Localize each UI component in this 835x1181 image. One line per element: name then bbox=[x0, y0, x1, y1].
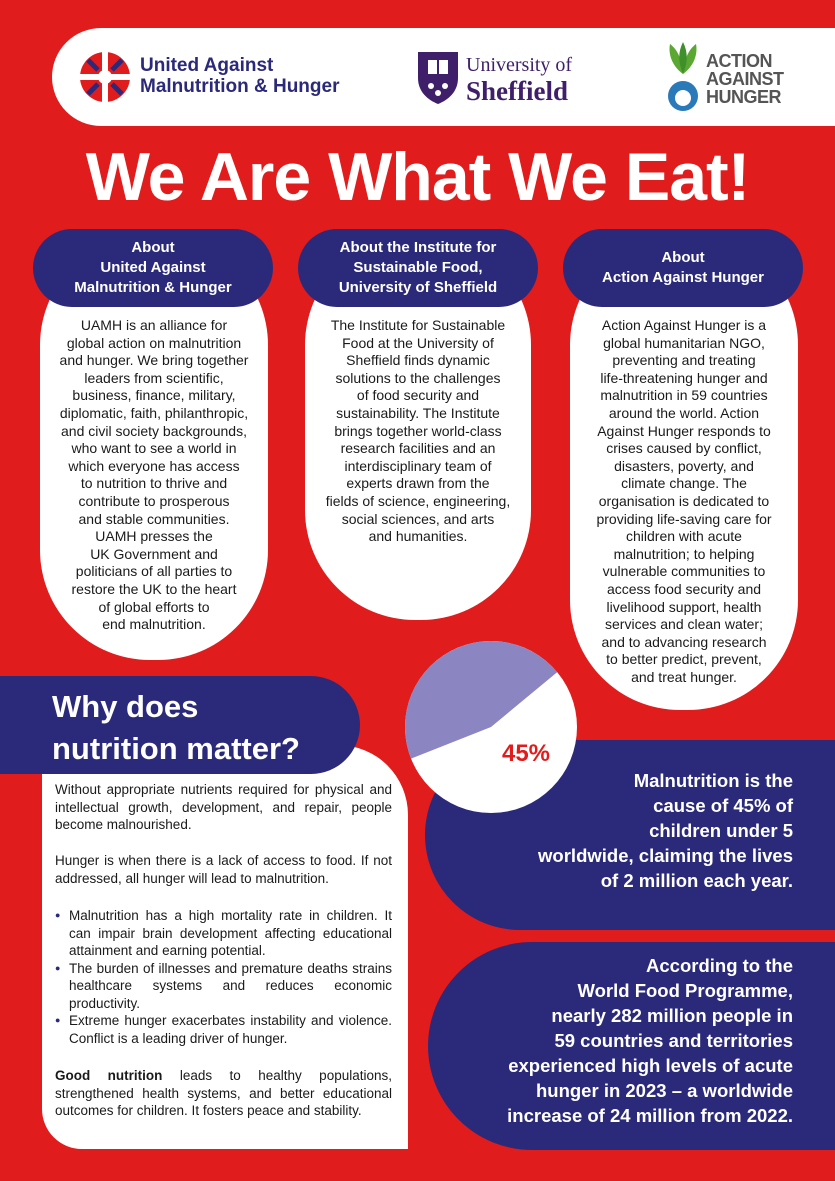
body-line: providing life-saving care for bbox=[596, 510, 772, 527]
body-line: Action Against Hunger is a bbox=[601, 317, 767, 333]
logo-bar bbox=[52, 28, 835, 126]
body-line: malnutrition; to helping bbox=[613, 545, 755, 562]
body-line: who want to see a world in bbox=[71, 440, 237, 457]
stat-line: worldwide, claiming the lives bbox=[538, 845, 793, 866]
body-line: fields of science, engineering, bbox=[325, 492, 511, 509]
body-line: and to advancing research bbox=[601, 633, 767, 650]
stat-line: increase of 24 million from 2022. bbox=[507, 1105, 793, 1126]
about-sheffield-header-line: About the Institute for bbox=[339, 239, 497, 256]
stat-line: Malnutrition is the bbox=[633, 770, 793, 791]
body-line: business, finance, military, bbox=[72, 387, 236, 404]
body-line: and treat hunger. bbox=[631, 668, 737, 685]
body-line: global humanitarian NGO, bbox=[603, 334, 765, 351]
body-line: vulnerable communities to bbox=[602, 563, 766, 580]
why-nutrition-heading bbox=[52, 686, 300, 770]
body-line: solutions to the challenges bbox=[335, 369, 501, 386]
body-line: malnutrition in 59 countries bbox=[600, 387, 768, 404]
about-uamh-header-line: United Against bbox=[100, 259, 206, 276]
why-paragraph-2: Hunger is when there is a lack of access to food. If not addressed, all hunger will lead to malnutrition. bbox=[55, 853, 392, 886]
body-line: restore the UK to the heart bbox=[71, 580, 237, 597]
about-sheffield-header-line: University of Sheffield bbox=[338, 279, 498, 296]
body-line: services and clean water; bbox=[605, 616, 763, 633]
sheffield-line1: University of bbox=[466, 54, 573, 76]
body-line: preventing and treating bbox=[612, 352, 756, 369]
aah-logo-text bbox=[706, 52, 784, 106]
uamh-logo-text bbox=[140, 55, 339, 97]
body-line: global action on malnutrition bbox=[66, 334, 242, 351]
page-title: We Are What We Eat! bbox=[85, 139, 750, 215]
body-line: and hunger. We bring together bbox=[59, 352, 249, 369]
body-line: leaders from scientific, bbox=[84, 369, 224, 386]
sheffield-line2: Sheffield bbox=[466, 76, 569, 106]
stat-line: nearly 282 million people in bbox=[551, 1005, 793, 1026]
body-line: Against Hunger responds to bbox=[597, 422, 771, 439]
why-bullet-item: ● Extreme hunger exacerbates instability and violence. Conflict is a leading driver of hunger. bbox=[55, 1012, 392, 1047]
aah-logo-icon bbox=[662, 40, 704, 114]
about-aah-body bbox=[570, 317, 798, 686]
stat-line: According to the bbox=[646, 955, 793, 976]
malnutrition-pie-chart bbox=[404, 640, 578, 814]
uamh-line1: United Against bbox=[140, 55, 274, 76]
why-nutrition-banner bbox=[0, 676, 360, 774]
body-line: and humanities. bbox=[368, 528, 468, 545]
body-line: livelihood support, health bbox=[606, 598, 762, 615]
body-line: of food security and bbox=[356, 387, 480, 404]
body-line: research facilities and an bbox=[340, 440, 496, 457]
about-uamh-header-line: Malnutrition & Hunger bbox=[74, 279, 232, 296]
why-closing-paragraph bbox=[55, 1067, 392, 1120]
stat-line: experienced high levels of acute bbox=[508, 1055, 793, 1076]
body-line: which everyone has access bbox=[68, 457, 240, 474]
why-bullet-item: ● The burden of illnesses and premature deaths strains healthcare systems and reduces economic productivity. bbox=[55, 960, 392, 1013]
about-sheffield-header-line: Sustainable Food, bbox=[353, 259, 483, 276]
uamh-line2: Malnutrition & Hunger bbox=[140, 76, 340, 97]
university-crest-icon bbox=[416, 48, 460, 106]
about-uamh-header-line: About bbox=[131, 239, 175, 256]
stat-line: 59 countries and territories bbox=[554, 1030, 793, 1051]
sheffield-logo-text bbox=[466, 52, 572, 104]
body-line: politicians of all parties to bbox=[75, 563, 233, 580]
stat-line: World Food Programme, bbox=[577, 980, 793, 1001]
about-uamh-body bbox=[40, 317, 268, 634]
pie-percentage-label: 45% bbox=[501, 740, 551, 767]
stat-line: children under 5 bbox=[649, 820, 793, 841]
why-closing-rest: leads to healthy populations, strengthened health systems, and better educational outcomes for children. It fosters peace and stability. bbox=[55, 1068, 392, 1118]
body-line: crises caused by conflict, bbox=[606, 440, 762, 457]
body-line: of global efforts to bbox=[98, 598, 210, 615]
why-bullet-item: ● Malnutrition has a high mortality rate in children. It can impair brain development affecting educational attainment and earning potential. bbox=[55, 907, 392, 960]
why-heading-line2: nutrition matter? bbox=[52, 731, 300, 766]
aah-line3: HUNGER bbox=[706, 87, 782, 107]
body-line: experts drawn from the bbox=[346, 475, 490, 492]
why-bullet-list bbox=[55, 907, 392, 1047]
uamh-logo-icon bbox=[78, 50, 132, 104]
aah-line2: AGAINST bbox=[706, 69, 784, 89]
body-line: Food at the University of bbox=[342, 334, 494, 351]
body-line: to nutrition to thrive and bbox=[80, 475, 228, 492]
body-line: children with acute bbox=[626, 528, 742, 545]
body-line: diplomatic, faith, philanthropic, bbox=[59, 404, 249, 421]
body-line: life-threatening hunger and bbox=[600, 369, 768, 386]
stat-line: hunger in 2023 – a worldwide bbox=[535, 1080, 793, 1101]
why-paragraph-1: Without appropriate nutrients required for physical and intellectual growth, development, and repair, people become malnourished. bbox=[55, 782, 392, 832]
why-heading-line1: Why does bbox=[52, 689, 199, 724]
body-line: end malnutrition. bbox=[102, 616, 206, 633]
body-line: access food security and bbox=[606, 580, 762, 597]
body-line: The Institute for Sustainable bbox=[330, 317, 506, 333]
body-line: brings together world-class bbox=[334, 422, 502, 439]
body-line: UAMH presses the bbox=[95, 528, 213, 545]
about-sheffield-body bbox=[305, 317, 531, 546]
stat-line: of 2 million each year. bbox=[600, 870, 793, 891]
body-line: social sciences, and arts bbox=[341, 510, 495, 527]
about-aah-header-line: About bbox=[661, 249, 705, 266]
body-line: organisation is dedicated to bbox=[598, 492, 770, 509]
about-aah-header bbox=[563, 229, 803, 307]
stat-wfp-text bbox=[507, 953, 793, 1128]
body-line: to better predict, prevent, bbox=[606, 651, 762, 668]
about-sheffield-header bbox=[298, 229, 538, 307]
body-line: around the world. Action bbox=[608, 404, 760, 421]
about-aah-header-line: Action Against Hunger bbox=[602, 269, 764, 286]
body-line: and civil society backgrounds, bbox=[61, 422, 247, 439]
body-line: contribute to prosperous bbox=[78, 492, 230, 509]
stat-wfp-panel bbox=[428, 942, 835, 1150]
body-line: interdisciplinary team of bbox=[344, 457, 492, 474]
body-line: climate change. The bbox=[621, 475, 747, 492]
stat-line: cause of 45% of bbox=[653, 795, 793, 816]
aah-line1: ACTION bbox=[706, 51, 772, 71]
body-line: UAMH is an alliance for bbox=[80, 317, 228, 333]
about-uamh-header bbox=[33, 229, 273, 307]
body-line: UK Government and bbox=[90, 545, 218, 562]
body-line: disasters, poverty, and bbox=[614, 457, 754, 474]
why-closing-bold: Good nutrition bbox=[55, 1068, 163, 1083]
body-line: Sheffield finds dynamic bbox=[346, 352, 490, 369]
body-line: and stable communities. bbox=[78, 510, 230, 527]
body-line: sustainability. The Institute bbox=[336, 404, 500, 421]
